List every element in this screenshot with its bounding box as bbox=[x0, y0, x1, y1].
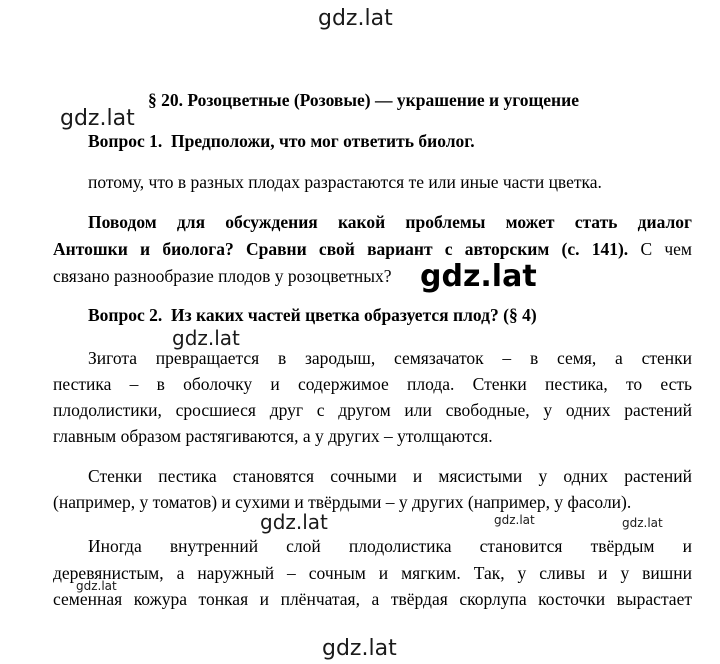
watermark-bottom-left-small: gdz.lat bbox=[76, 579, 117, 593]
watermark-top: gdz.lat bbox=[318, 6, 393, 31]
paragraph1-line3: плодолистики, сросшиеся друг с другом или свободные, у одних растений bbox=[53, 400, 692, 420]
discussion-line1: Поводом для обсуждения какой проблемы может стать диалог bbox=[88, 212, 692, 232]
paragraph1-line4: главным образом растягиваются, а у других – утолщаются. bbox=[53, 426, 493, 446]
question2 bbox=[88, 307, 537, 325]
question1 bbox=[88, 133, 475, 151]
question1-text: Предположи, что мог ответить биолог. bbox=[171, 131, 475, 151]
watermark-lower-mid: gdz.lat bbox=[260, 510, 328, 534]
watermark-lower-small-1: gdz.lat bbox=[494, 513, 535, 527]
watermark-center-bold: gdz.lat bbox=[420, 259, 537, 294]
watermark-lower-small-2: gdz.lat bbox=[622, 516, 663, 530]
paragraph2-line1: Стенки пестика становятся сочными и мясистыми у одних растений bbox=[88, 466, 692, 486]
section-heading: § 20. Розоцветные (Розовые) — украшение и угощение bbox=[148, 90, 579, 110]
paragraph3-line2: деревянистым, а наружный – сочным и мягким. Так, у сливы и у вишни bbox=[53, 563, 692, 583]
discussion-line2 bbox=[53, 241, 692, 259]
discussion-line2-bold: Антошки и биолога? Сравни свой вариант с авторским (с. 141). bbox=[53, 239, 629, 259]
question2-text: Из каких частей цветка образуется плод? (§ 4) bbox=[171, 305, 537, 325]
discussion-line3: связано разнообразие плодов у розоцветных? bbox=[53, 266, 392, 286]
answer1: потому, что в разных плодах разрастаются те или иные части цветка. bbox=[88, 172, 602, 192]
paragraph1-line2: пестика – в оболочку и содержимое плода. Стенки пестика, то есть bbox=[53, 374, 692, 394]
paragraph3-line1: Иногда внутренний слой плодолистика становится твёрдым и bbox=[88, 536, 692, 556]
discussion-line2-normal: С чем bbox=[640, 239, 692, 259]
paragraph2-line2: (например, у томатов) и сухими и твёрдыми – у других (например, у фасоли). bbox=[53, 492, 632, 512]
question2-label: Вопрос 2. bbox=[88, 305, 163, 325]
watermark-bottom: gdz.lat bbox=[322, 636, 397, 661]
question1-label: Вопрос 1. bbox=[88, 131, 163, 151]
paragraph1-line1: Зигота превращается в зародыш, семязачаток – в семя, а стенки bbox=[88, 348, 692, 368]
watermark-mid-left: gdz.lat bbox=[172, 326, 240, 350]
watermark-heading-left: gdz.lat bbox=[60, 106, 135, 131]
paragraph3-line3: семенная кожура тонкая и плёнчатая, а твёрдая скорлупа косточки вырастает bbox=[53, 589, 692, 609]
